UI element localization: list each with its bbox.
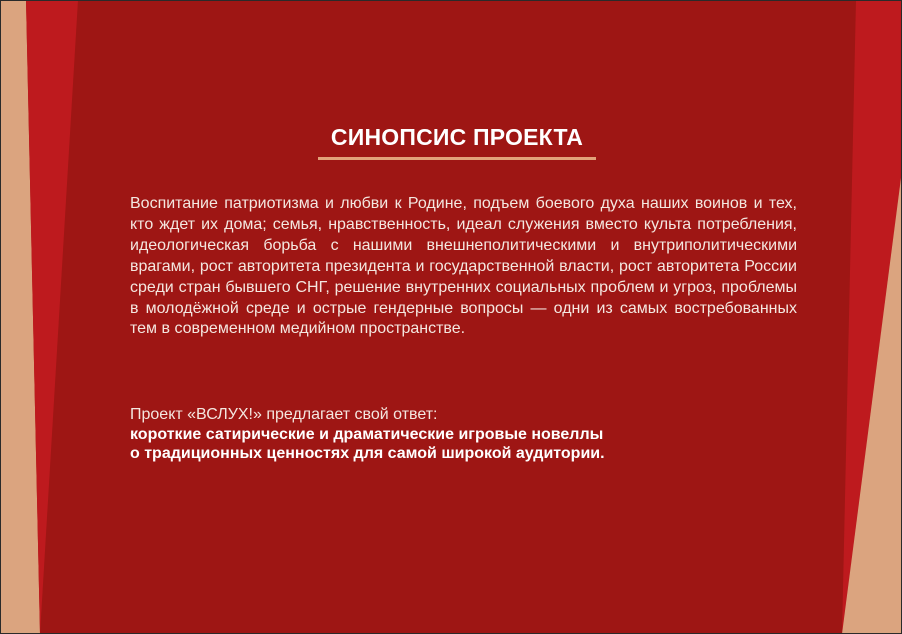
offer-block — [130, 405, 797, 464]
title-block — [318, 123, 596, 160]
page-title: СИНОПСИС ПРОЕКТА — [330, 124, 584, 150]
offer-line-2: о традиционных ценностях для самой широкой аудитории. — [130, 445, 605, 462]
synopsis-paragraph: Воспитание патриотизма и любви к Родине, подъем боевого духа наших воинов и тех, кто ждет их дома; семья, нравственность, идеал служения вместо культа потребления, идеологическая борьба с нашими внешнеполитическими и внутриполитическими врагами, рост авторитета президента и государственной власти, рост авторитета России среди стран бывшего СНГ, решение внутренних социальных проблем и угроз, проблемы в молодёжной среде и острые гендерные вопросы — одни из самых востребованных тем в современном медийном пространстве. — [130, 195, 797, 338]
offer-intro: Проект «ВСЛУХ!» предлагает свой ответ: — [130, 406, 438, 423]
offer-line-1: короткие сатирические и драматические игровые новеллы — [130, 425, 604, 443]
title-underline — [318, 157, 596, 160]
